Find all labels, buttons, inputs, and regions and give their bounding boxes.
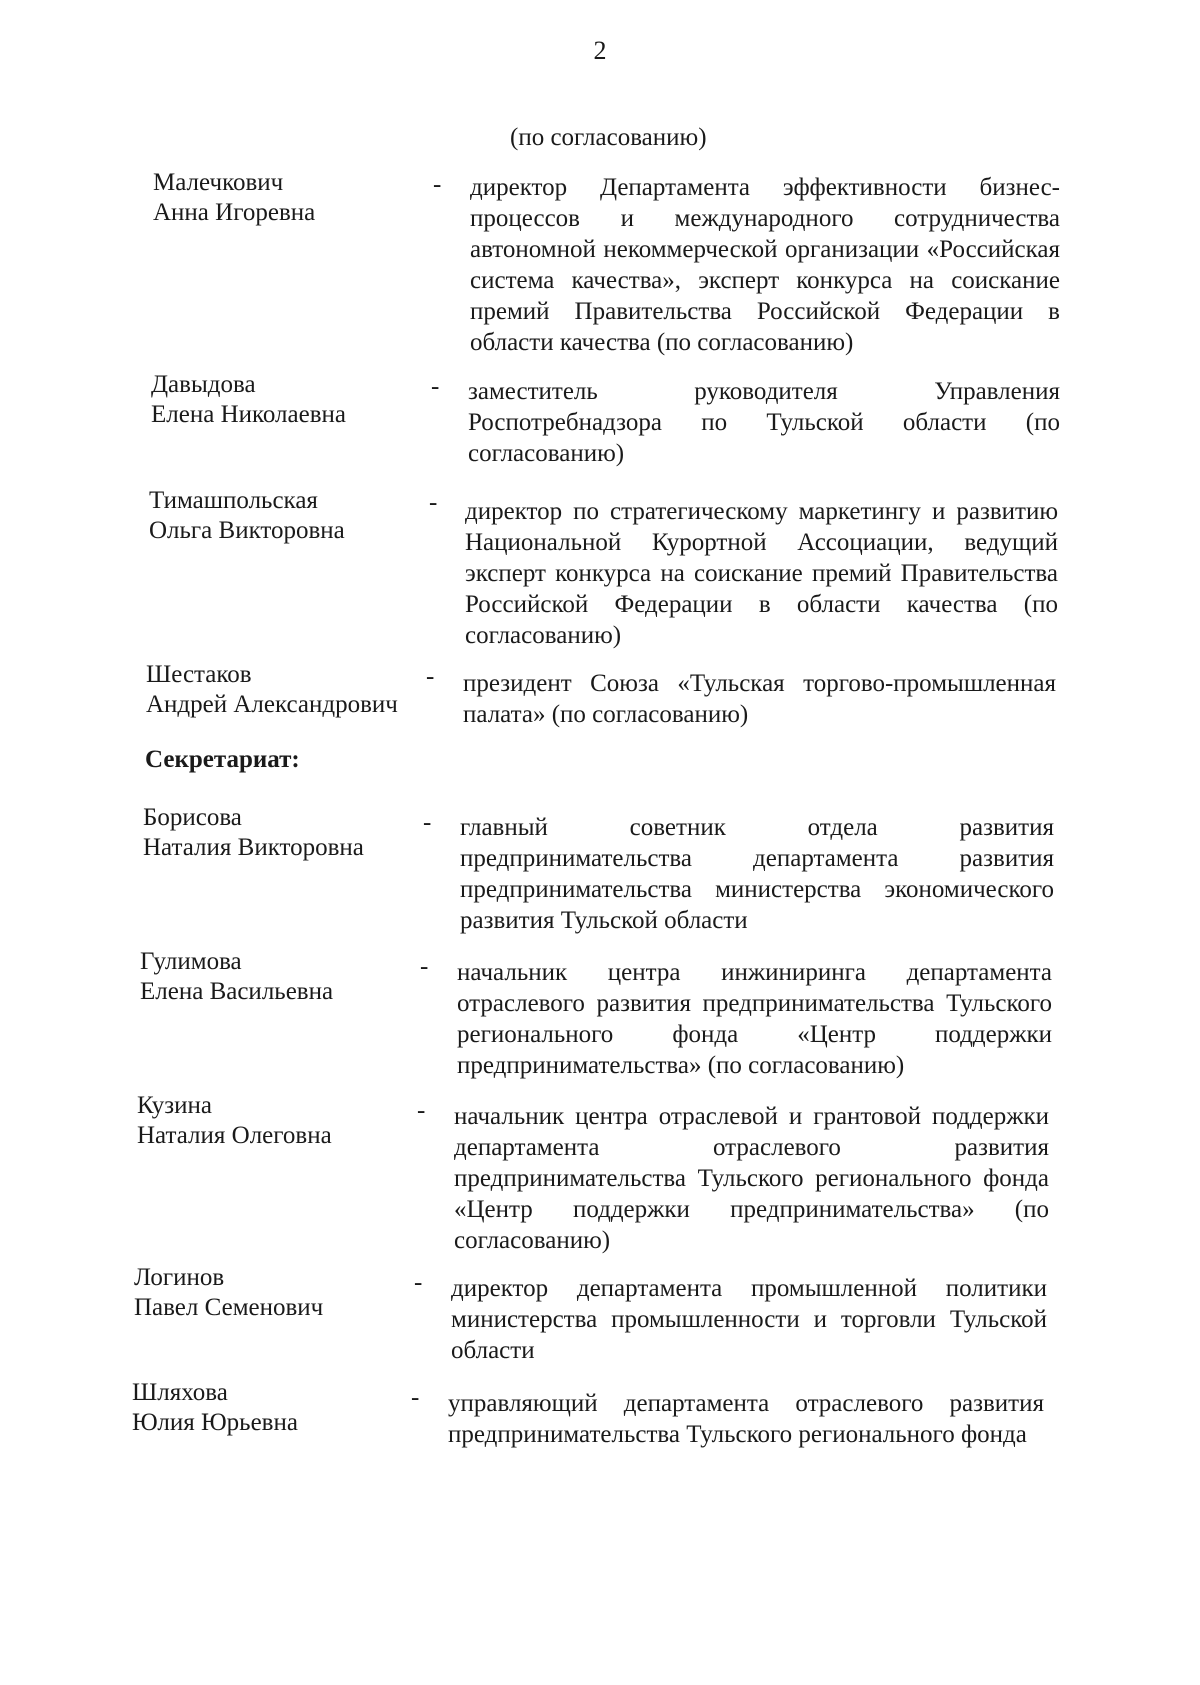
member-given-name: Павел Семенович xyxy=(134,1294,324,1321)
dash-separator: - xyxy=(417,1097,426,1124)
member-given-name: Андрей Александрович xyxy=(146,691,398,718)
continuation-note: (по согласованию) xyxy=(510,124,707,151)
member-role: начальник центра отраслевой и грантовой поддержки департамента отраслевого развития предпринимательства Тульского регионального фонда «Центр поддержки предпринимательства» (по согласованию) xyxy=(454,1103,1049,1254)
member-given-name: Наталия Олеговна xyxy=(137,1122,332,1149)
member-surname: Шестаков xyxy=(146,661,252,688)
member-given-name: Ольга Викторовна xyxy=(149,517,345,544)
member-given-name: Наталия Викторовна xyxy=(143,834,364,861)
member-name xyxy=(132,1378,432,1438)
member-role: управляющий департамента отраслевого развития предпринимательства Тульского регионального фонда xyxy=(448,1390,1044,1448)
dash-separator: - xyxy=(431,373,440,400)
dash-separator: - xyxy=(414,1269,423,1296)
member-role: начальник центра инжиниринга департамента отраслевого развития предпринимательства Тульского регионального фонда «Центр поддержки предпринимательства» (по согласованию) xyxy=(457,959,1052,1079)
member-surname: Логинов xyxy=(134,1264,225,1291)
dash-separator: - xyxy=(411,1384,420,1411)
member-surname: Шляхова xyxy=(132,1379,228,1406)
secretariat-heading: Секретариат: xyxy=(145,746,300,773)
member-name xyxy=(143,803,443,863)
member-name xyxy=(134,1263,434,1323)
dash-separator: - xyxy=(423,809,432,836)
member-name xyxy=(140,947,440,1007)
member-given-name: Анна Игоревна xyxy=(153,199,316,226)
member-given-name: Елена Васильевна xyxy=(140,978,334,1005)
member-surname: Гулимова xyxy=(140,948,242,975)
member-role: заместитель руководителя Управления Роспотребнадзора по Тульской области (по согласованию) xyxy=(468,378,1060,467)
member-name xyxy=(137,1091,437,1151)
member-surname: Тимашпольская xyxy=(149,487,318,514)
member-role: президент Союза «Тульская торгово-промышленная палата» (по согласованию) xyxy=(463,670,1056,728)
member-given-name: Елена Николаевна xyxy=(151,401,346,428)
member-surname: Кузина xyxy=(137,1092,213,1119)
dash-separator: - xyxy=(433,171,442,198)
member-surname: Давыдова xyxy=(151,371,256,398)
dash-separator: - xyxy=(429,489,438,516)
member-name xyxy=(149,486,449,546)
member-role: директор по стратегическому маркетингу и развитию Национальной Курортной Ассоциации, ведущий эксперт конкурса на соискание премий Правительства Российской Федерации в области качества (по согласованию) xyxy=(465,498,1058,649)
member-name xyxy=(151,370,451,430)
dash-separator: - xyxy=(426,663,435,690)
member-role: директор Департамента эффективности бизнес-процессов и международного сотрудничества автономной некоммерческой организации «Российская система качества», эксперт конкурса на соискание премий Правительства Российской Федерации в области качества (по согласованию) xyxy=(470,174,1060,356)
member-role: главный советник отдела развития предпринимательства департамента развития предпринимательства министерства экономического развития Тульской области xyxy=(460,814,1054,934)
member-given-name: Юлия Юрьевна xyxy=(132,1409,298,1436)
member-name xyxy=(146,660,426,720)
dash-separator: - xyxy=(420,953,429,980)
member-name xyxy=(153,168,453,228)
page-number: 2 xyxy=(593,36,607,65)
member-surname: Борисова xyxy=(143,804,242,831)
member-surname: Малечкович xyxy=(153,169,284,196)
member-role: директор департамента промышленной политики министерства промышленности и торговли Тульской области xyxy=(451,1275,1047,1364)
